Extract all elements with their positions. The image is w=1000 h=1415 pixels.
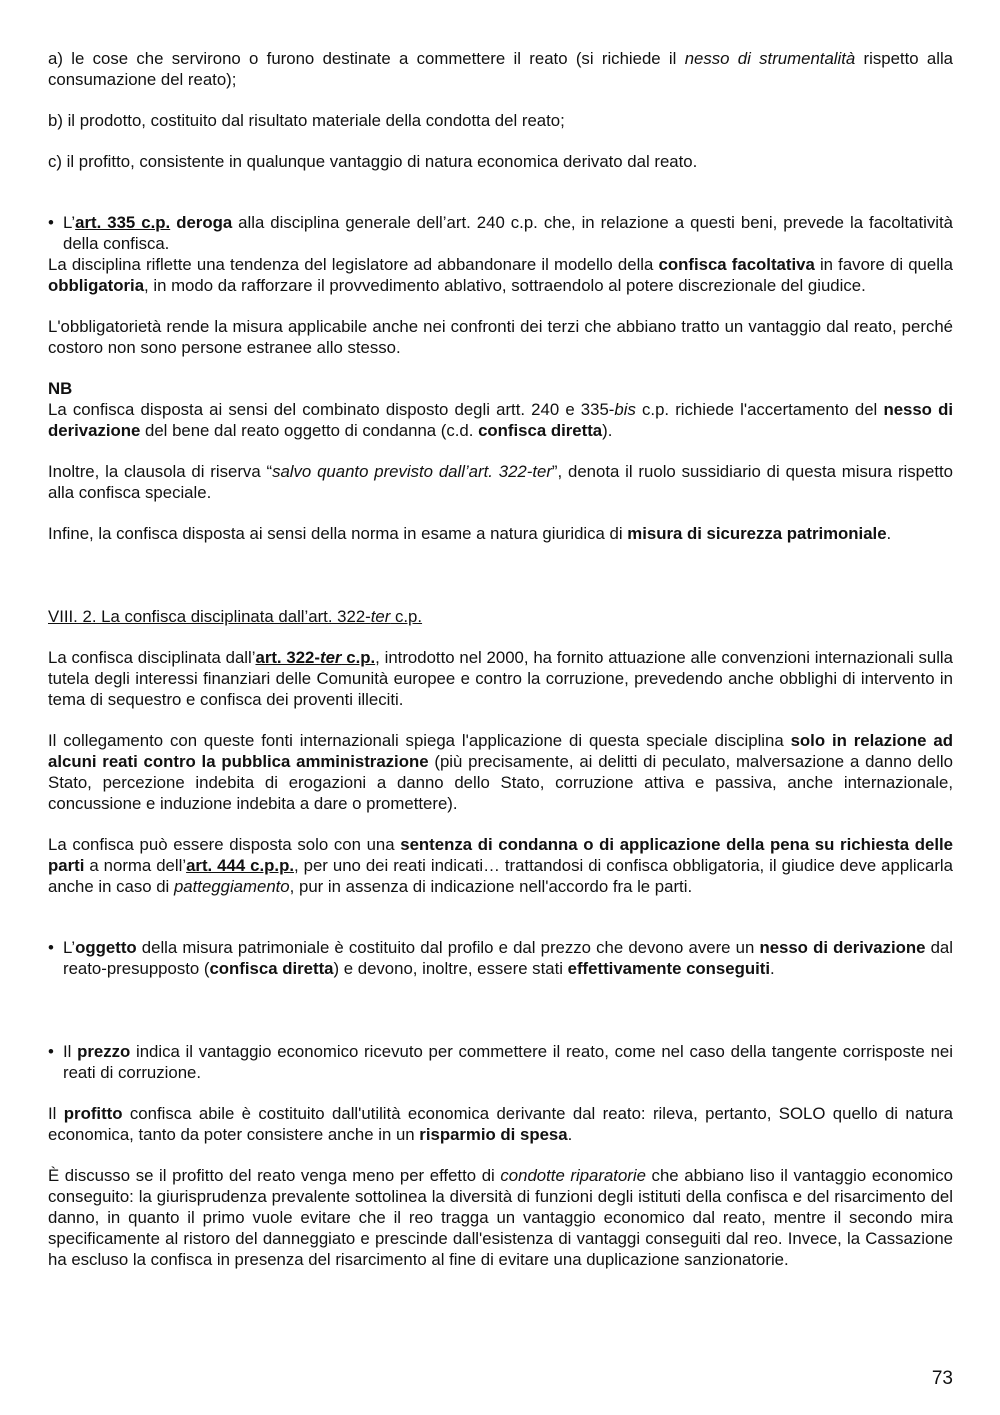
- text-run: della misura patrimoniale è costituito dal profilo e dal prezzo che devono avere un: [136, 938, 760, 957]
- bold-term: risparmio di spesa: [419, 1125, 568, 1144]
- text-run: , pur in assenza di indicazione nell'accordo fra le parti.: [289, 877, 693, 896]
- text-run: Infine, la confisca disposta ai sensi della norma in esame a natura giuridica di: [48, 524, 628, 543]
- section-heading: [48, 606, 953, 627]
- italic-term: condotte riparatorie: [500, 1166, 646, 1185]
- text-run: c.p.: [341, 648, 376, 667]
- text-run: a) le cose che servirono o furono destinate a commettere il reato (si richiede il: [48, 49, 685, 68]
- italic-term: salvo quanto previsto dall’art. 322-ter: [272, 462, 552, 481]
- bold-term: prezzo: [77, 1042, 131, 1061]
- paragraph-profitto: [48, 1103, 953, 1145]
- text-run: L’: [63, 213, 76, 232]
- bullet-marker: •: [48, 938, 54, 957]
- text-run: ) e devono, inoltre, essere stati: [333, 959, 568, 978]
- bullet-prezzo: [48, 1041, 953, 1083]
- bold-term: profitto: [63, 1104, 123, 1123]
- text-run: , introdotto nel 2000, ha fornito attuazione alle convenzioni internazionali sulla tutela degli interessi finanziari delle Comunità europee e contro la corruzione, prevedendo anche obblighi di intervento in tema di sequestro e confisca dei proventi illeciti.: [48, 648, 953, 709]
- text-run: del bene dal reato oggetto di condanna (c.d.: [140, 421, 479, 440]
- bullet-marker: •: [48, 1042, 54, 1061]
- text-run: La confisca disposta ai sensi del combinato disposto degli artt. 240 e 335-: [48, 400, 615, 419]
- italic-term: ter: [370, 607, 391, 626]
- text-run: .: [770, 959, 775, 978]
- text-run: Il collegamento con queste fonti internazionali spiega l'applicazione di questa speciale disciplina: [48, 731, 791, 750]
- paragraph-obbligatorieta: L'obbligatorietà rende la misura applicabile anche nei confronti dei terzi che abbiano tratto un vantaggio dal reato, perché costoro non sono persone estranee allo stesso.: [48, 317, 953, 357]
- text-run: rispetto alla consumazione del reato);: [48, 49, 954, 89]
- text-run: Il: [63, 1042, 78, 1061]
- bold-term: nesso di derivazione: [48, 400, 954, 440]
- text-run: (più precisamente, ai delitti di peculato, malversazione a danno dello Stato, percezione indebita di erogazioni a danno dello Stato, corruzione attiva e passiva, anche internazionale, concussione e induzione indebita a dare o promettere).: [48, 752, 953, 813]
- text-run: dal reato-presupposto (: [63, 938, 953, 978]
- text-run: ”, denota il ruolo sussidiario di questa misura rispetto alla confisca speciale.: [48, 462, 953, 502]
- bold-term: obbligatoria: [48, 276, 145, 295]
- text-run: confisca abile è costituito dall'utilità economica derivante dal reato: rileva, pertanto, SOLO quello di natura economica, tanto da poter consistere anche in un: [48, 1104, 953, 1144]
- paragraph-sentenza: [48, 834, 953, 897]
- paragraph-collegamento: [48, 730, 953, 814]
- paragraph-discusso: [48, 1165, 953, 1270]
- text-run: La confisca disciplinata dall’: [48, 648, 256, 667]
- article-link[interactable]: [255, 648, 375, 667]
- text-run: indica il vantaggio economico ricevuto per commettere il reato, come nel caso della tangente corrisposte nei reati di corruzione.: [63, 1042, 953, 1082]
- text-run: .: [567, 1125, 573, 1144]
- page-number: 73: [931, 1368, 953, 1389]
- text-run: La disciplina riflette una tendenza del legislatore ad abbandonare il modello della: [48, 255, 659, 274]
- text-run: alla disciplina generale dell’art. 240 c.p. che, in relazione a questi beni, prevede la facoltatività della confisca.: [63, 213, 953, 253]
- text-run: L’: [63, 938, 76, 957]
- list-item-a: [48, 48, 953, 90]
- list-item-c: c) il profitto, consistente in qualunque vantaggio di natura economica derivato dal reato.: [48, 152, 698, 171]
- text-run: , in modo da rafforzare il provvedimento ablativo, sottraendolo al potere discrezionale del giudice.: [144, 276, 866, 295]
- bold-term: confisca diretta: [209, 959, 334, 978]
- article-link[interactable]: art. 444 c.p.p.: [186, 856, 294, 875]
- article-link[interactable]: art. 335 c.p.: [75, 213, 171, 232]
- bold-term: NB: [48, 379, 73, 398]
- italic-term: ter: [319, 648, 342, 667]
- text-run: .: [886, 524, 892, 543]
- paragraph-322-ter: [48, 647, 953, 710]
- paragraph-nb: [48, 399, 953, 441]
- document-page: [48, 48, 953, 1270]
- text-run: VIII. 2. La confisca disciplinata dall’art. 322-: [48, 607, 371, 626]
- text-run: c.p. richiede l'accertamento del: [635, 400, 884, 419]
- bullet-marker: •: [48, 213, 54, 232]
- text-run: a norma dell’: [84, 856, 187, 875]
- bold-term: oggetto: [75, 938, 137, 957]
- text-run: in favore di quella: [814, 255, 953, 274]
- paragraph-infine: [48, 523, 953, 544]
- text-run: che abbiano liso il vantaggio economico conseguito: la giurisprudenza prevalente sottolinea la diversità di funzioni degli istituti della confisca e del risarcimento del danno, in quanto il primo vuole evitare che il reo tragga un vantaggio economico dal reato, mentre il secondo mira specificamente al ristoro del danneggiato e prescinde dall'esistenza di vantaggi conseguiti dal reo. Invece, la Cassazione ha escluso la confisca in presenza del risarcimento al fine di evitare una duplicazione sanzionatorie.: [48, 1166, 953, 1269]
- italic-term: nesso di strumentalità: [684, 49, 856, 68]
- bold-term: deroga: [176, 213, 233, 232]
- bullet-art-335: [48, 212, 953, 254]
- bold-term: confisca diretta: [478, 421, 603, 440]
- bold-term: misura di sicurezza patrimoniale: [627, 524, 887, 543]
- bold-term: confisca facoltativa: [658, 255, 815, 274]
- bullet-oggetto: [48, 937, 953, 979]
- italic-term: patteggiamento: [173, 877, 290, 896]
- nb-heading: [48, 378, 953, 399]
- text-run: art. 322-: [255, 648, 320, 667]
- bold-term: sentenza di condanna o di applicazione della pena su richiesta delle parti: [48, 835, 953, 875]
- bold-term: nesso di derivazione: [759, 938, 926, 957]
- list-item-b: b) il prodotto, costituito dal risultato materiale della condotta del reato;: [48, 111, 565, 130]
- bold-term: effettivamente conseguiti: [567, 959, 770, 978]
- paragraph-tendenza: [48, 254, 953, 296]
- italic-term: bis: [614, 400, 636, 419]
- text-run: È discusso se il profitto del reato venga meno per effetto di: [48, 1166, 501, 1185]
- text-run: ).: [602, 421, 613, 440]
- text-run: c.p.: [390, 607, 423, 626]
- text-run: La confisca può essere disposta solo con una: [48, 835, 401, 854]
- text-run: Inoltre, la clausola di riserva “: [48, 462, 273, 481]
- bold-term: solo in relazione ad alcuni reati contro la pubblica amministrazione: [48, 731, 953, 771]
- paragraph-clausola: [48, 461, 953, 503]
- text-run: , per uno dei reati indicati… trattandosi di confisca obbligatoria, il giudice deve applicarla anche in caso di: [48, 856, 953, 896]
- text-run: Il: [48, 1104, 64, 1123]
